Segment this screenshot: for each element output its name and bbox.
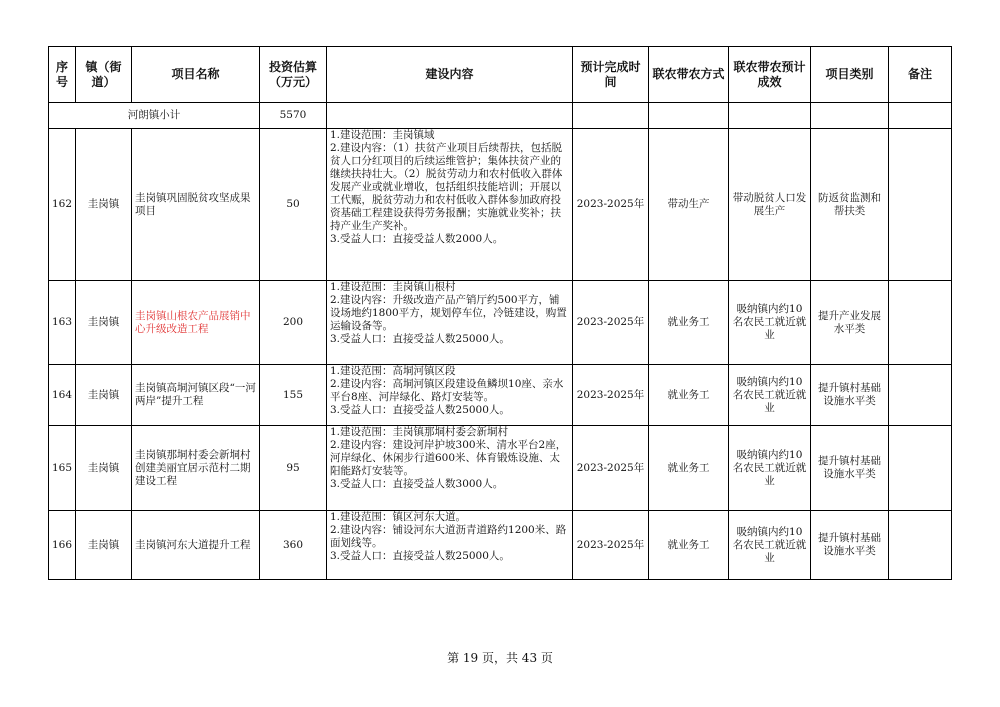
row-name: 圭岗镇山根农产品展销中心升级改造工程 [132, 281, 260, 365]
row-name: 圭岗镇巩固脱贫攻坚成果项目 [132, 129, 260, 281]
row-invest: 200 [260, 281, 327, 365]
row-content [327, 365, 573, 426]
row-time: 2023-2025年 [573, 129, 649, 281]
subtotal-amount: 5570 [260, 103, 327, 129]
header-content: 建设内容 [327, 47, 573, 103]
content-line: 2.建设内容：建设河岸护坡300米、清水平台2座，河岸绿化、休闲步行道600米、体育锻炼设施、太阳能路灯安装等。 [330, 439, 567, 477]
row-category: 提升镇村基础设施水平类 [811, 511, 889, 580]
row-effect: 吸纳镇内约10名农民工就近就业 [729, 281, 811, 365]
header-effect: 联农带农预计成效 [729, 47, 811, 103]
row-remark [889, 129, 952, 281]
page-number: 第 19 页，共 43 页 [447, 651, 553, 665]
row-remark [889, 365, 952, 426]
row-remark [889, 426, 952, 511]
row-time: 2023-2025年 [573, 511, 649, 580]
content-line: 3.受益人口：直接受益人数25000人。 [330, 404, 510, 416]
row-content [327, 281, 573, 365]
header-invest: 投资估算（万元） [260, 47, 327, 103]
project-table [48, 46, 952, 580]
content-line: 1.建设范围：圭岗镇山根村 [330, 281, 456, 293]
header-mode: 联农带农方式 [649, 47, 729, 103]
row-effect: 带动脱贫人口发展生产 [729, 129, 811, 281]
row-category: 防返贫监测和帮扶类 [811, 129, 889, 281]
content-line: 2.建设内容：（1）扶贫产业项目后续帮扶，包括脱贫人口分红项目的后续运维管护；集体扶贫产业的继续扶持壮大。（2）脱贫劳动力和农村低收入群体发展产业或就业增收，包括组织技能培训；开展以工代赈，脱贫劳动力和农村低收入群体参加政府投资基础工程建设获得劳务报酬；实施就业奖补；扶持产业生产奖补。 [330, 142, 563, 232]
row-content [327, 426, 573, 511]
row-invest: 95 [260, 426, 327, 511]
row-seq: 163 [49, 281, 76, 365]
row-name: 圭岗镇那垌村委会新垌村创建美丽宜居示范村二期建设工程 [132, 426, 260, 511]
row-seq: 162 [49, 129, 76, 281]
table-row [49, 511, 952, 580]
row-town: 圭岗镇 [76, 129, 132, 281]
row-mode: 就业务工 [649, 511, 729, 580]
row-invest: 360 [260, 511, 327, 580]
row-remark [889, 511, 952, 580]
row-mode: 就业务工 [649, 365, 729, 426]
subtotal-label: 河朗镇小计 [49, 103, 260, 129]
content-line: 3.受益人口：直接受益人数25000人。 [330, 550, 510, 562]
row-seq: 165 [49, 426, 76, 511]
row-effect: 吸纳镇内约10名农民工就近就业 [729, 365, 811, 426]
row-mode: 就业务工 [649, 281, 729, 365]
content-line: 3.受益人口：直接受益人数25000人。 [330, 333, 510, 345]
content-line: 1.建设范围：圭岗镇域 [330, 129, 435, 141]
row-town: 圭岗镇 [76, 281, 132, 365]
row-seq: 164 [49, 365, 76, 426]
row-name: 圭岗镇河东大道提升工程 [132, 511, 260, 580]
row-mode: 带动生产 [649, 129, 729, 281]
row-effect: 吸纳镇内约10名农民工就近就业 [729, 511, 811, 580]
header-category: 项目类别 [811, 47, 889, 103]
content-line: 3.受益人口：直接受益人数2000人。 [330, 233, 504, 245]
row-category: 提升产业发展水平类 [811, 281, 889, 365]
row-category: 提升镇村基础设施水平类 [811, 426, 889, 511]
content-line: 3.受益人口：直接受益人数3000人。 [330, 478, 504, 490]
table-row [49, 426, 952, 511]
subtotal-row [49, 103, 952, 129]
table-row [49, 281, 952, 365]
content-line: 1.建设范围：高垌河镇区段 [330, 365, 456, 377]
row-town: 圭岗镇 [76, 426, 132, 511]
content-line: 1.建设范围：镇区河东大道。 [330, 511, 467, 523]
row-effect: 吸纳镇内约10名农民工就近就业 [729, 426, 811, 511]
row-content [327, 511, 573, 580]
row-category: 提升镇村基础设施水平类 [811, 365, 889, 426]
row-time: 2023-2025年 [573, 281, 649, 365]
row-mode: 就业务工 [649, 426, 729, 511]
table-row [49, 365, 952, 426]
row-name: 圭岗镇高垌河镇区段“一河两岸”提升工程 [132, 365, 260, 426]
content-line: 2.建设内容：铺设河东大道沥青道路约1200米、路面划线等。 [330, 524, 567, 549]
header-seq: 序号 [49, 47, 76, 103]
content-line: 2.建设内容：升级改造产品产销厅约500平方，铺设场地约1800平方，规划停车位，冷链建设，购置运输设备等。 [330, 294, 567, 332]
header-time: 预计完成时间 [573, 47, 649, 103]
row-invest: 155 [260, 365, 327, 426]
content-line: 2.建设内容：高垌河镇区段建设鱼鳞坝10座、亲水平台8座、河岸绿化、路灯安装等。 [330, 378, 564, 403]
table-header-row [49, 47, 952, 103]
row-town: 圭岗镇 [76, 511, 132, 580]
row-remark [889, 281, 952, 365]
row-time: 2023-2025年 [573, 426, 649, 511]
header-remark: 备注 [889, 47, 952, 103]
row-town: 圭岗镇 [76, 365, 132, 426]
header-name: 项目名称 [132, 47, 260, 103]
header-town: 镇（街道） [76, 47, 132, 103]
row-content [327, 129, 573, 281]
table-row [49, 129, 952, 281]
content-line: 1.建设范围：圭岗镇那垌村委会新垌村 [330, 426, 509, 438]
row-time: 2023-2025年 [573, 365, 649, 426]
row-invest: 50 [260, 129, 327, 281]
row-seq: 166 [49, 511, 76, 580]
